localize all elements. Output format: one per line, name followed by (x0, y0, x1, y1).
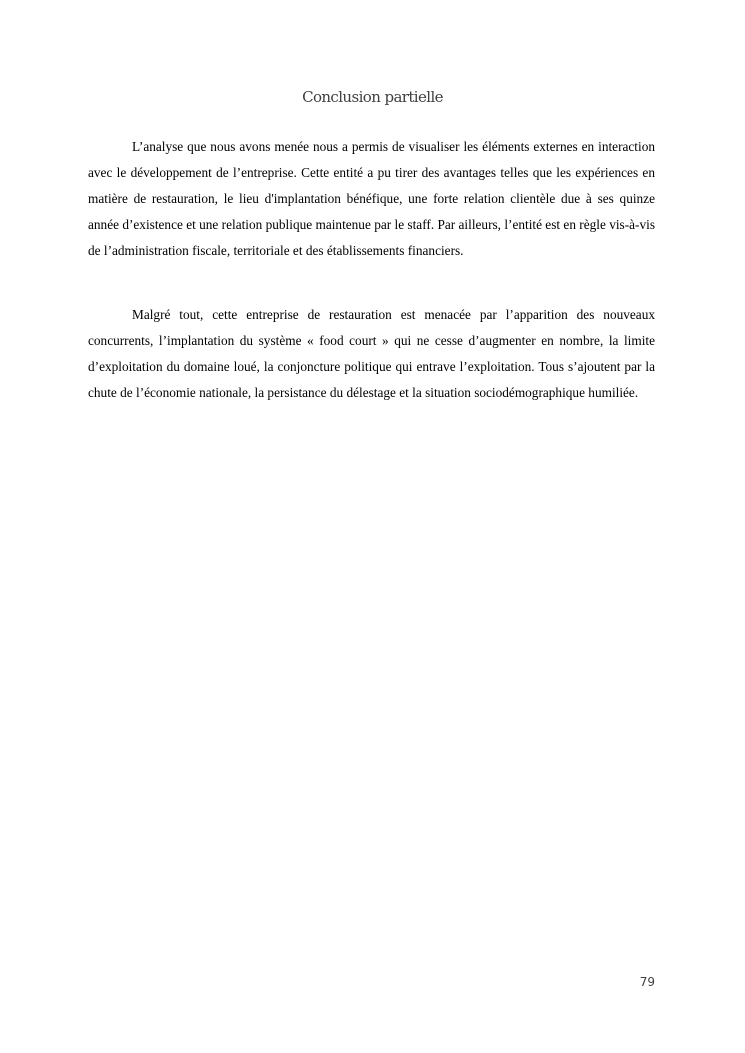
section-title: Conclusion partielle (302, 88, 443, 106)
paragraph-2: Malgré tout, cette entreprise de restauration est menacée par l’apparition des nouveaux concurrents, l’implantation du système « food court » qui ne cesse d’augmenter en nombre, la limite d’exploitation du domaine loué, la conjoncture politique qui entrave l’exploitation. Tous s’ajoutent par la chute de l’économie nationale, la persistance du délestage et la situation sociodémographique humiliée. (88, 307, 655, 400)
paragraph-block (88, 134, 655, 264)
paragraph-1: L’analyse que nous avons menée nous a permis de visualiser les éléments externes en interaction avec le développement de l’entreprise. Cette entité a pu tirer des avantages telles que les expériences en matière de restauration, le lieu d'implantation bénéfique, une forte relation clientèle due à ses quinze année d’existence et une relation publique maintenue par le staff. Par ailleurs, l’entité est en règle vis-à-vis de l’administration fiscale, territoriale et des établissements financiers. (88, 139, 655, 258)
paragraph-block (88, 302, 655, 406)
page-number: 79 (639, 975, 655, 989)
